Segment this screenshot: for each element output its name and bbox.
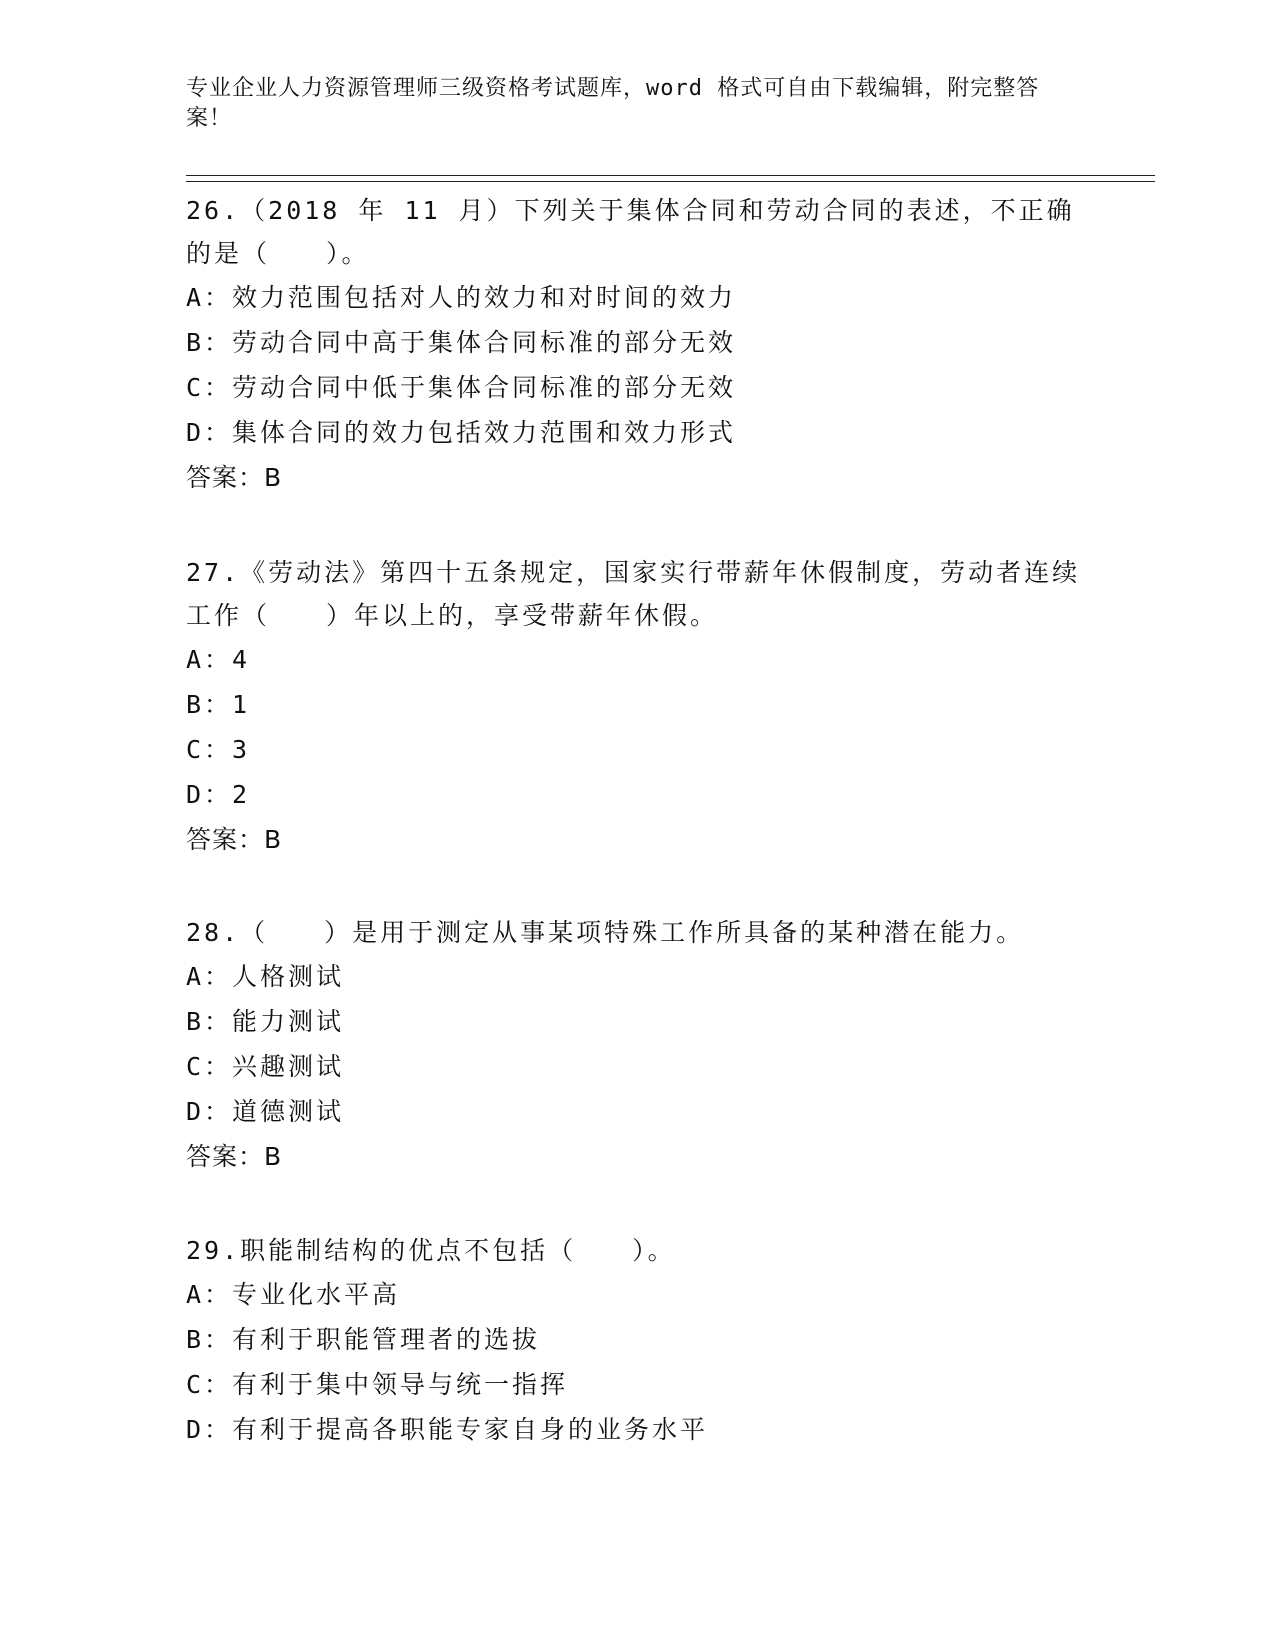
option-a: A：专业化水平高 [186, 1280, 401, 1309]
question-27 [186, 551, 1086, 862]
option-b: B：能力测试 [186, 1007, 345, 1036]
option-c: C：兴趣测试 [186, 1052, 345, 1081]
question-26 [186, 189, 1086, 500]
option-b: B：有利于职能管理者的选拔 [186, 1325, 541, 1354]
option-c: C：3 [186, 735, 251, 764]
document-header: 专业企业人力资源管理师三级资格考试题库，word 格式可自由下载编辑，附完整答案！ [186, 76, 1040, 131]
question-stem: 26.（2018 年 11 月）下列关于集体合同和劳动合同的表述，不正确的是（ ）。 [186, 196, 1075, 268]
question-stem: 27.《劳动法》第四十五条规定，国家实行带薪年休假制度，劳动者连续工作（ ）年以上的，享受带薪年休假。 [186, 558, 1081, 630]
option-d: D：集体合同的效力包括效力范围和效力形式 [186, 418, 737, 447]
question-28 [186, 911, 1086, 1179]
option-d: D：有利于提高各职能专家自身的业务水平 [186, 1415, 709, 1444]
answer-line: 答案：B [186, 463, 283, 492]
option-b: B：劳动合同中高于集体合同标准的部分无效 [186, 328, 737, 357]
option-a: A：4 [186, 645, 251, 674]
option-c: C：劳动合同中低于集体合同标准的部分无效 [186, 373, 737, 402]
question-29 [186, 1229, 1086, 1452]
option-d: D：道德测试 [186, 1097, 345, 1126]
answer-line: 答案：B [186, 825, 283, 854]
answer-line: 答案：B [186, 1142, 283, 1171]
option-c: C：有利于集中领导与统一指挥 [186, 1370, 569, 1399]
question-stem: 29.职能制结构的优点不包括（ ）。 [186, 1236, 676, 1265]
header-rule-top [186, 175, 1155, 176]
question-stem: 28.（ ）是用于测定从事某项特殊工作所具备的某种潜在能力。 [186, 918, 1025, 947]
option-b: B：1 [186, 690, 251, 719]
header-rule-bottom [186, 181, 1155, 182]
option-a: A：效力范围包括对人的效力和对时间的效力 [186, 283, 737, 312]
option-a: A：人格测试 [186, 962, 345, 991]
option-d: D：2 [186, 780, 251, 809]
